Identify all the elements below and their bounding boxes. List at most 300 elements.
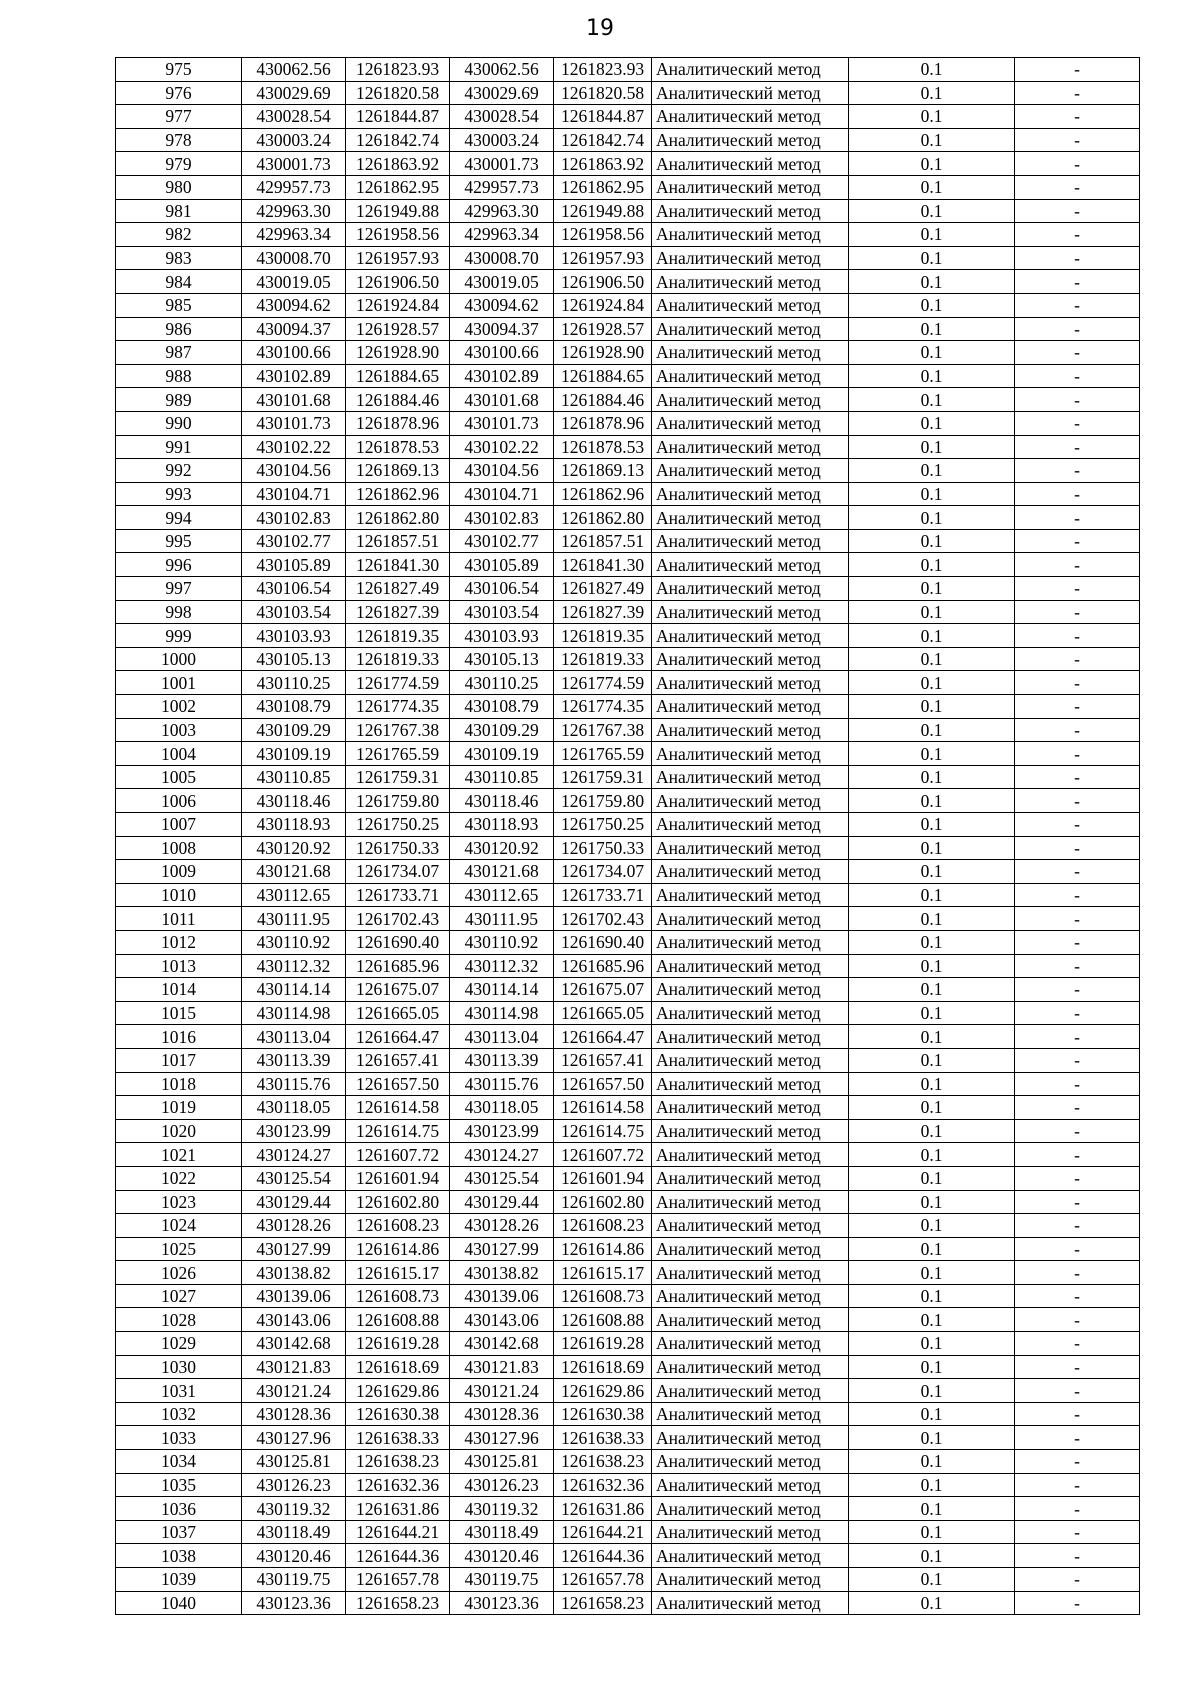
y-coordinate-2-cell: 1261614.58 [554,1096,652,1120]
point-number-cell: 1040 [116,1591,242,1615]
method-cell: Аналитический метод [652,1096,849,1120]
y-coordinate-cell: 1261644.21 [346,1520,450,1544]
x-coordinate-2-cell: 430111.95 [450,907,554,931]
point-number-cell: 999 [116,624,242,648]
x-coordinate-2-cell: 430101.68 [450,388,554,412]
method-cell: Аналитический метод [652,1143,849,1167]
x-coordinate-2-cell: 430104.56 [450,459,554,483]
x-coordinate-2-cell: 430142.68 [450,1332,554,1356]
x-coordinate-2-cell: 430118.49 [450,1520,554,1544]
method-cell: Аналитический метод [652,1284,849,1308]
y-coordinate-2-cell: 1261820.58 [554,81,652,105]
x-coordinate-2-cell: 430029.69 [450,81,554,105]
accuracy-cell: 0.1 [849,1284,1015,1308]
y-coordinate-cell: 1261608.23 [346,1214,450,1238]
method-cell: Аналитический метод [652,317,849,341]
note-cell: - [1015,152,1140,176]
y-coordinate-cell: 1261958.56 [346,223,450,247]
x-coordinate-cell: 430110.85 [242,765,346,789]
y-coordinate-cell: 1261608.73 [346,1284,450,1308]
x-coordinate-cell: 430118.49 [242,1520,346,1544]
method-cell: Аналитический метод [652,152,849,176]
method-cell: Аналитический метод [652,553,849,577]
x-coordinate-2-cell: 430125.81 [450,1450,554,1474]
note-cell: - [1015,647,1140,671]
x-coordinate-cell: 430110.25 [242,671,346,695]
accuracy-cell: 0.1 [849,1355,1015,1379]
y-coordinate-2-cell: 1261958.56 [554,223,652,247]
y-coordinate-2-cell: 1261615.17 [554,1261,652,1285]
x-coordinate-cell: 430142.68 [242,1332,346,1356]
table-row [116,1520,1140,1544]
x-coordinate-2-cell: 430104.71 [450,482,554,506]
note-cell: - [1015,978,1140,1002]
y-coordinate-cell: 1261675.07 [346,978,450,1002]
point-number-cell: 1006 [116,789,242,813]
note-cell: - [1015,1402,1140,1426]
table-row [116,105,1140,129]
y-coordinate-2-cell: 1261638.23 [554,1450,652,1474]
table-row [116,388,1140,412]
y-coordinate-2-cell: 1261906.50 [554,270,652,294]
note-cell: - [1015,388,1140,412]
y-coordinate-cell: 1261638.23 [346,1450,450,1474]
y-coordinate-2-cell: 1261827.39 [554,600,652,624]
table-row [116,1473,1140,1497]
x-coordinate-cell: 430125.81 [242,1450,346,1474]
method-cell: Аналитический метод [652,435,849,459]
y-coordinate-2-cell: 1261862.95 [554,175,652,199]
point-number-cell: 992 [116,459,242,483]
point-number-cell: 1025 [116,1237,242,1261]
method-cell: Аналитический метод [652,293,849,317]
point-number-cell: 997 [116,577,242,601]
y-coordinate-2-cell: 1261618.69 [554,1355,652,1379]
method-cell: Аналитический метод [652,742,849,766]
y-coordinate-2-cell: 1261819.33 [554,647,652,671]
table-row [116,954,1140,978]
y-coordinate-2-cell: 1261630.38 [554,1402,652,1426]
method-cell: Аналитический метод [652,105,849,129]
y-coordinate-cell: 1261819.35 [346,624,450,648]
table-row [116,695,1140,719]
y-coordinate-2-cell: 1261750.25 [554,813,652,837]
point-number-cell: 996 [116,553,242,577]
x-coordinate-2-cell: 430125.54 [450,1166,554,1190]
x-coordinate-2-cell: 430115.76 [450,1072,554,1096]
note-cell: - [1015,907,1140,931]
accuracy-cell: 0.1 [849,1520,1015,1544]
point-number-cell: 1017 [116,1048,242,1072]
point-number-cell: 986 [116,317,242,341]
accuracy-cell: 0.1 [849,1190,1015,1214]
method-cell: Аналитический метод [652,1001,849,1025]
point-number-cell: 983 [116,246,242,270]
x-coordinate-cell: 430062.56 [242,58,346,82]
table-row [116,1426,1140,1450]
y-coordinate-cell: 1261820.58 [346,81,450,105]
note-cell: - [1015,1520,1140,1544]
accuracy-cell: 0.1 [849,1568,1015,1592]
x-coordinate-cell: 430114.14 [242,978,346,1002]
accuracy-cell: 0.1 [849,789,1015,813]
y-coordinate-2-cell: 1261607.72 [554,1143,652,1167]
method-cell: Аналитический метод [652,459,849,483]
point-number-cell: 1000 [116,647,242,671]
method-cell: Аналитический метод [652,1237,849,1261]
x-coordinate-cell: 430019.05 [242,270,346,294]
accuracy-cell: 0.1 [849,1591,1015,1615]
x-coordinate-2-cell: 430008.70 [450,246,554,270]
point-number-cell: 984 [116,270,242,294]
accuracy-cell: 0.1 [849,128,1015,152]
y-coordinate-2-cell: 1261601.94 [554,1166,652,1190]
x-coordinate-cell: 430102.77 [242,529,346,553]
y-coordinate-2-cell: 1261657.78 [554,1568,652,1592]
y-coordinate-2-cell: 1261632.36 [554,1473,652,1497]
table-row [116,482,1140,506]
y-coordinate-cell: 1261906.50 [346,270,450,294]
x-coordinate-2-cell: 430102.89 [450,364,554,388]
y-coordinate-2-cell: 1261819.35 [554,624,652,648]
accuracy-cell: 0.1 [849,1497,1015,1521]
y-coordinate-2-cell: 1261638.33 [554,1426,652,1450]
x-coordinate-cell: 430008.70 [242,246,346,270]
x-coordinate-cell: 430103.93 [242,624,346,648]
note-cell: - [1015,482,1140,506]
point-number-cell: 1018 [116,1072,242,1096]
x-coordinate-2-cell: 429957.73 [450,175,554,199]
method-cell: Аналитический метод [652,1497,849,1521]
note-cell: - [1015,1190,1140,1214]
point-number-cell: 988 [116,364,242,388]
table-row [116,1166,1140,1190]
x-coordinate-cell: 430109.29 [242,718,346,742]
y-coordinate-2-cell: 1261862.80 [554,506,652,530]
accuracy-cell: 0.1 [849,883,1015,907]
y-coordinate-2-cell: 1261857.51 [554,529,652,553]
table-row [116,246,1140,270]
y-coordinate-cell: 1261664.47 [346,1025,450,1049]
point-number-cell: 1007 [116,813,242,837]
note-cell: - [1015,553,1140,577]
method-cell: Аналитический метод [652,482,849,506]
x-coordinate-cell: 430100.66 [242,341,346,365]
method-cell: Аналитический метод [652,789,849,813]
table-row [116,600,1140,624]
y-coordinate-2-cell: 1261949.88 [554,199,652,223]
method-cell: Аналитический метод [652,718,849,742]
y-coordinate-cell: 1261928.57 [346,317,450,341]
note-cell: - [1015,883,1140,907]
x-coordinate-cell: 430127.99 [242,1237,346,1261]
y-coordinate-cell: 1261869.13 [346,459,450,483]
y-coordinate-2-cell: 1261862.96 [554,482,652,506]
note-cell: - [1015,293,1140,317]
table-row [116,671,1140,695]
method-cell: Аналитический метод [652,1308,849,1332]
method-cell: Аналитический метод [652,600,849,624]
method-cell: Аналитический метод [652,1426,849,1450]
table-row [116,293,1140,317]
table-row [116,624,1140,648]
table-row [116,813,1140,837]
y-coordinate-cell: 1261614.86 [346,1237,450,1261]
y-coordinate-2-cell: 1261869.13 [554,459,652,483]
note-cell: - [1015,954,1140,978]
point-number-cell: 1016 [116,1025,242,1049]
accuracy-cell: 0.1 [849,978,1015,1002]
note-cell: - [1015,695,1140,719]
point-number-cell: 1019 [116,1096,242,1120]
x-coordinate-cell: 430094.37 [242,317,346,341]
note-cell: - [1015,223,1140,247]
table-row [116,1143,1140,1167]
y-coordinate-2-cell: 1261734.07 [554,860,652,884]
x-coordinate-cell: 430128.36 [242,1402,346,1426]
y-coordinate-cell: 1261767.38 [346,718,450,742]
y-coordinate-cell: 1261774.59 [346,671,450,695]
point-number-cell: 980 [116,175,242,199]
x-coordinate-cell: 430105.13 [242,647,346,671]
y-coordinate-2-cell: 1261629.86 [554,1379,652,1403]
x-coordinate-cell: 430118.46 [242,789,346,813]
accuracy-cell: 0.1 [849,293,1015,317]
y-coordinate-2-cell: 1261878.53 [554,435,652,459]
table-row [116,647,1140,671]
note-cell: - [1015,317,1140,341]
y-coordinate-cell: 1261657.50 [346,1072,450,1096]
note-cell: - [1015,529,1140,553]
x-coordinate-2-cell: 430019.05 [450,270,554,294]
note-cell: - [1015,1001,1140,1025]
x-coordinate-2-cell: 430103.54 [450,600,554,624]
y-coordinate-2-cell: 1261878.96 [554,411,652,435]
table-row [116,506,1140,530]
method-cell: Аналитический метод [652,411,849,435]
method-cell: Аналитический метод [652,128,849,152]
note-cell: - [1015,1473,1140,1497]
x-coordinate-2-cell: 430139.06 [450,1284,554,1308]
method-cell: Аналитический метод [652,1591,849,1615]
accuracy-cell: 0.1 [849,1048,1015,1072]
point-number-cell: 1020 [116,1119,242,1143]
accuracy-cell: 0.1 [849,765,1015,789]
x-coordinate-2-cell: 430120.92 [450,836,554,860]
point-number-cell: 981 [116,199,242,223]
y-coordinate-2-cell: 1261928.90 [554,341,652,365]
method-cell: Аналитический метод [652,1568,849,1592]
y-coordinate-cell: 1261685.96 [346,954,450,978]
x-coordinate-cell: 430102.83 [242,506,346,530]
point-number-cell: 994 [116,506,242,530]
y-coordinate-2-cell: 1261614.75 [554,1119,652,1143]
point-number-cell: 976 [116,81,242,105]
y-coordinate-cell: 1261863.92 [346,152,450,176]
method-cell: Аналитический метод [652,1379,849,1403]
x-coordinate-cell: 430102.22 [242,435,346,459]
x-coordinate-2-cell: 430112.65 [450,883,554,907]
table-row [116,1355,1140,1379]
note-cell: - [1015,1379,1140,1403]
x-coordinate-cell: 429963.30 [242,199,346,223]
x-coordinate-2-cell: 430094.37 [450,317,554,341]
accuracy-cell: 0.1 [849,341,1015,365]
note-cell: - [1015,1119,1140,1143]
note-cell: - [1015,459,1140,483]
x-coordinate-cell: 430138.82 [242,1261,346,1285]
y-coordinate-2-cell: 1261657.41 [554,1048,652,1072]
accuracy-cell: 0.1 [849,1001,1015,1025]
point-number-cell: 1034 [116,1450,242,1474]
method-cell: Аналитический метод [652,58,849,82]
table-row [116,789,1140,813]
table-row [116,1379,1140,1403]
x-coordinate-cell: 430103.54 [242,600,346,624]
accuracy-cell: 0.1 [849,930,1015,954]
x-coordinate-2-cell: 430127.99 [450,1237,554,1261]
x-coordinate-cell: 430028.54 [242,105,346,129]
table-row [116,1261,1140,1285]
point-number-cell: 1032 [116,1402,242,1426]
x-coordinate-2-cell: 430138.82 [450,1261,554,1285]
accuracy-cell: 0.1 [849,1025,1015,1049]
table-row [116,930,1140,954]
accuracy-cell: 0.1 [849,270,1015,294]
x-coordinate-cell: 430001.73 [242,152,346,176]
method-cell: Аналитический метод [652,624,849,648]
accuracy-cell: 0.1 [849,482,1015,506]
y-coordinate-cell: 1261734.07 [346,860,450,884]
y-coordinate-cell: 1261601.94 [346,1166,450,1190]
table-row [116,411,1140,435]
x-coordinate-cell: 430113.39 [242,1048,346,1072]
note-cell: - [1015,789,1140,813]
point-number-cell: 1001 [116,671,242,695]
x-coordinate-cell: 430123.99 [242,1119,346,1143]
y-coordinate-cell: 1261750.25 [346,813,450,837]
y-coordinate-cell: 1261878.53 [346,435,450,459]
x-coordinate-cell: 429957.73 [242,175,346,199]
y-coordinate-cell: 1261702.43 [346,907,450,931]
accuracy-cell: 0.1 [849,435,1015,459]
point-number-cell: 1036 [116,1497,242,1521]
note-cell: - [1015,1284,1140,1308]
y-coordinate-2-cell: 1261608.88 [554,1308,652,1332]
y-coordinate-2-cell: 1261827.49 [554,577,652,601]
x-coordinate-2-cell: 430100.66 [450,341,554,365]
x-coordinate-cell: 430029.69 [242,81,346,105]
note-cell: - [1015,411,1140,435]
accuracy-cell: 0.1 [849,1426,1015,1450]
y-coordinate-2-cell: 1261823.93 [554,58,652,82]
y-coordinate-2-cell: 1261614.86 [554,1237,652,1261]
table-row [116,907,1140,931]
y-coordinate-cell: 1261823.93 [346,58,450,82]
method-cell: Аналитический метод [652,930,849,954]
note-cell: - [1015,1497,1140,1521]
note-cell: - [1015,1544,1140,1568]
table-row [116,1025,1140,1049]
note-cell: - [1015,58,1140,82]
y-coordinate-cell: 1261632.36 [346,1473,450,1497]
point-number-cell: 1014 [116,978,242,1002]
method-cell: Аналитический метод [652,883,849,907]
y-coordinate-2-cell: 1261608.73 [554,1284,652,1308]
y-coordinate-cell: 1261928.90 [346,341,450,365]
x-coordinate-cell: 430113.04 [242,1025,346,1049]
note-cell: - [1015,1143,1140,1167]
note-cell: - [1015,81,1140,105]
x-coordinate-2-cell: 430126.23 [450,1473,554,1497]
accuracy-cell: 0.1 [849,813,1015,837]
x-coordinate-cell: 430108.79 [242,695,346,719]
accuracy-cell: 0.1 [849,836,1015,860]
x-coordinate-2-cell: 430103.93 [450,624,554,648]
accuracy-cell: 0.1 [849,1261,1015,1285]
x-coordinate-2-cell: 430119.32 [450,1497,554,1521]
note-cell: - [1015,1450,1140,1474]
y-coordinate-2-cell: 1261685.96 [554,954,652,978]
note-cell: - [1015,1025,1140,1049]
y-coordinate-cell: 1261827.39 [346,600,450,624]
method-cell: Аналитический метод [652,1355,849,1379]
note-cell: - [1015,1332,1140,1356]
x-coordinate-2-cell: 430119.75 [450,1568,554,1592]
note-cell: - [1015,1426,1140,1450]
table-row [116,199,1140,223]
x-coordinate-cell: 430101.73 [242,411,346,435]
method-cell: Аналитический метод [652,860,849,884]
accuracy-cell: 0.1 [849,1072,1015,1096]
note-cell: - [1015,341,1140,365]
method-cell: Аналитический метод [652,765,849,789]
note-cell: - [1015,1308,1140,1332]
table-body [116,58,1140,1615]
y-coordinate-cell: 1261615.17 [346,1261,450,1285]
y-coordinate-2-cell: 1261844.87 [554,105,652,129]
accuracy-cell: 0.1 [849,364,1015,388]
point-number-cell: 1012 [116,930,242,954]
table-row [116,152,1140,176]
method-cell: Аналитический метод [652,1025,849,1049]
note-cell: - [1015,600,1140,624]
y-coordinate-cell: 1261884.46 [346,388,450,412]
y-coordinate-2-cell: 1261657.50 [554,1072,652,1096]
table-row [116,435,1140,459]
x-coordinate-2-cell: 430121.83 [450,1355,554,1379]
table-row [116,553,1140,577]
point-number-cell: 1004 [116,742,242,766]
y-coordinate-cell: 1261924.84 [346,293,450,317]
point-number-cell: 1033 [116,1426,242,1450]
x-coordinate-2-cell: 430114.14 [450,978,554,1002]
y-coordinate-2-cell: 1261759.31 [554,765,652,789]
note-cell: - [1015,175,1140,199]
accuracy-cell: 0.1 [849,907,1015,931]
x-coordinate-2-cell: 430102.77 [450,529,554,553]
y-coordinate-cell: 1261630.38 [346,1402,450,1426]
table-row [116,1497,1140,1521]
y-coordinate-cell: 1261759.31 [346,765,450,789]
accuracy-cell: 0.1 [849,1237,1015,1261]
point-number-cell: 1029 [116,1332,242,1356]
accuracy-cell: 0.1 [849,152,1015,176]
point-number-cell: 1002 [116,695,242,719]
point-number-cell: 998 [116,600,242,624]
table-row [116,577,1140,601]
accuracy-cell: 0.1 [849,1450,1015,1474]
